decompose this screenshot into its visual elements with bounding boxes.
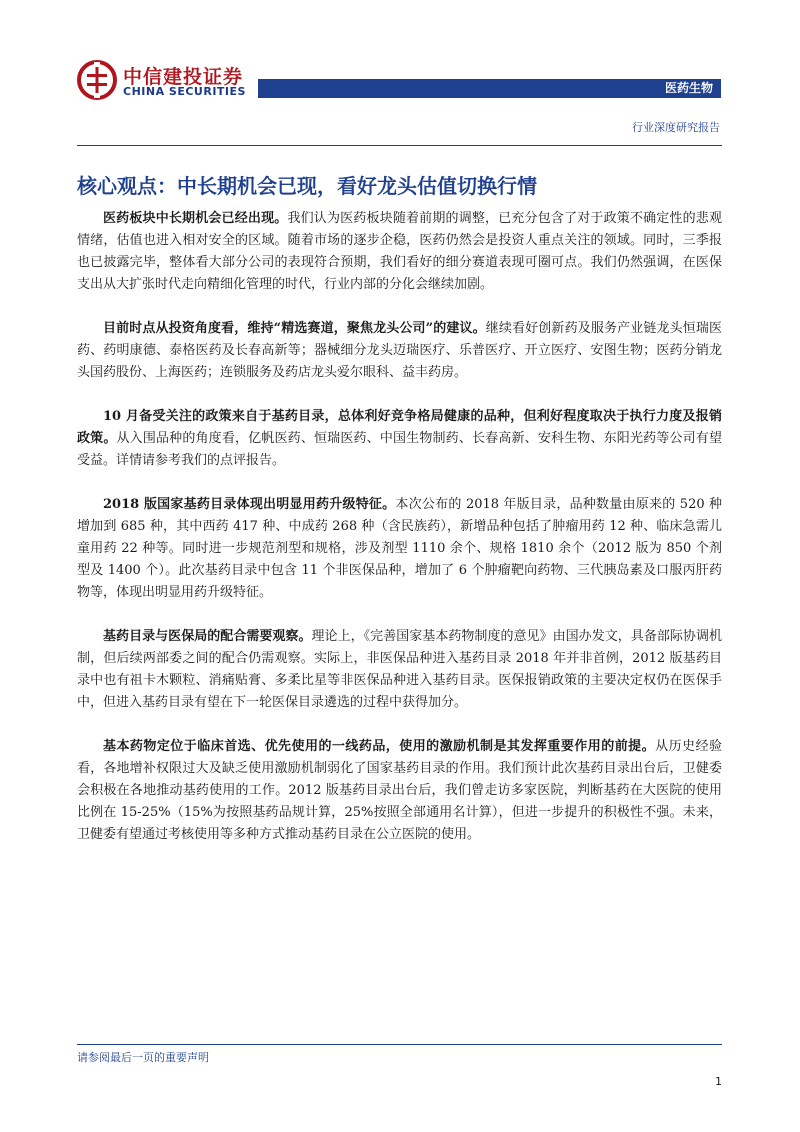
- logo-chinese-name: 中信建投证券: [123, 66, 244, 88]
- report-type: 行业深度研究报告: [632, 121, 720, 134]
- paragraph-lead: 2018 版国家基药目录体现出明显用药升级特征。: [103, 497, 396, 512]
- paragraph-lead: 目前时点从投资角度看，维持“精选赛道，聚焦龙头公司”的建议。: [103, 321, 486, 336]
- sector-banner: [258, 79, 721, 98]
- paragraph-3: [77, 406, 722, 472]
- paragraph-lead: 10 月备受关注的政策来自于基药目录，总体利好竞争格局健康的品种，但利好程度取决于执行力度及报销政策。: [77, 409, 722, 446]
- citic-logo-icon: [77, 60, 117, 100]
- logo-english-name: CHINA SECURITIES: [123, 85, 246, 98]
- paragraph-text: 继续看好创新药及服务产业链龙头恒瑞医药、药明康德、泰格医药及长春高新等；器械细分龙头迈瑞医疗、乐普医疗、开立医疗、安图生物；医药分销龙头国药股份、上海医药；连锁服务及药店龙头爱尔眼科、益丰药房。: [77, 321, 722, 380]
- paragraph-lead: 基本药物定位于临床首选、优先使用的一线药品，使用的激励机制是其发挥重要作用的前提。: [103, 739, 656, 754]
- disclaimer-note: 请参阅最后一页的重要声明: [77, 1051, 209, 1064]
- company-logo: [77, 60, 257, 100]
- paragraph-text: 本次公布的 2018 年版目录，品种数量由原来的 520 种增加到 685 种，其中西药 417 种、中成药 268 种（含民族药），新增品种包括了肿瘤用药 12 种、临床急需儿童用药 22 种等。同时进一步规范剂型和规格，涉及剂型 1110 余个、规格 1810 余个（2012 版为 850 个剂型及 1400 个）。此次基药目录中包含 11 个非医保品种，增加了 6 个肿瘤靶向药物、三代胰岛素及口服丙肝药物等，体现出明显用药升级特征。: [77, 497, 722, 600]
- paragraph-2: [77, 318, 722, 384]
- paragraph-4: [77, 494, 722, 604]
- paragraph-5: [77, 626, 722, 714]
- paragraph-text: 从入围品种的角度看，亿帆医药、恒瑞医药、中国生物制药、长春高新、安科生物、东阳光药等公司有望受益。详情请参考我们的点评报告。: [77, 431, 722, 468]
- paragraph-text: 理论上，《完善国家基本药物制度的意见》由国办发文，具备部际协调机制，但后续两部委之间的配合仍需观察。实际上，非医保品种进入基药目录 2018 年并非首例，2012 版基药目录中也有祖卡木颗粒、消痛贴膏、多柔比星等非医保品种进入基药目录。医保报销政策的主要决定权仍在医保手中，但进入基药目录有望在下一轮医保目录遴选的过程中获得加分。: [77, 629, 722, 710]
- paragraph-text: 我们认为医药板块随着前期的调整，已充分包含了对于政策不确定性的悲观情绪，估值也进入相对安全的区域。随着市场的逐步企稳，医药仍然会是投资人重点关注的领域。同时，三季报也已披露完毕，整体看大部分公司的表现符合预期，我们看好的细分赛道表现可圈可点。我们仍然强调，在医保支出从大扩张时代走向精细化管理的时代，行业内部的分化会继续加剧。: [77, 211, 722, 292]
- paragraph-1: [77, 208, 722, 296]
- header-divider: [77, 145, 722, 146]
- page-number: 1: [715, 1075, 722, 1088]
- paragraph-6: [77, 736, 722, 846]
- report-body: [77, 208, 722, 868]
- sector-label: 医药生物: [664, 81, 713, 95]
- section-heading: 核心观点：中长期机会已现，看好龙头估值切换行情: [77, 174, 537, 198]
- paragraph-lead: 基药目录与医保局的配合需要观察。: [103, 629, 312, 644]
- paragraph-text: 从历史经验看，各地增补权限过大及缺乏使用激励机制弱化了国家基药目录的作用。我们预计此次基药目录出台后，卫健委会积极在各地推动基药使用的工作。2012 版基药目录出台后，我们曾走访多家医院，判断基药在大医院的使用比例在 15-25%（15%为按照基药品规计算，25%按照全部通用名计算），但进一步提升的积极性不强。未来，卫健委有望通过考核使用等多种方式推动基药目录在公立医院的使用。: [77, 739, 722, 842]
- paragraph-lead: 医药板块中长期机会已经出现。: [103, 211, 288, 226]
- footer-divider: [77, 1044, 722, 1045]
